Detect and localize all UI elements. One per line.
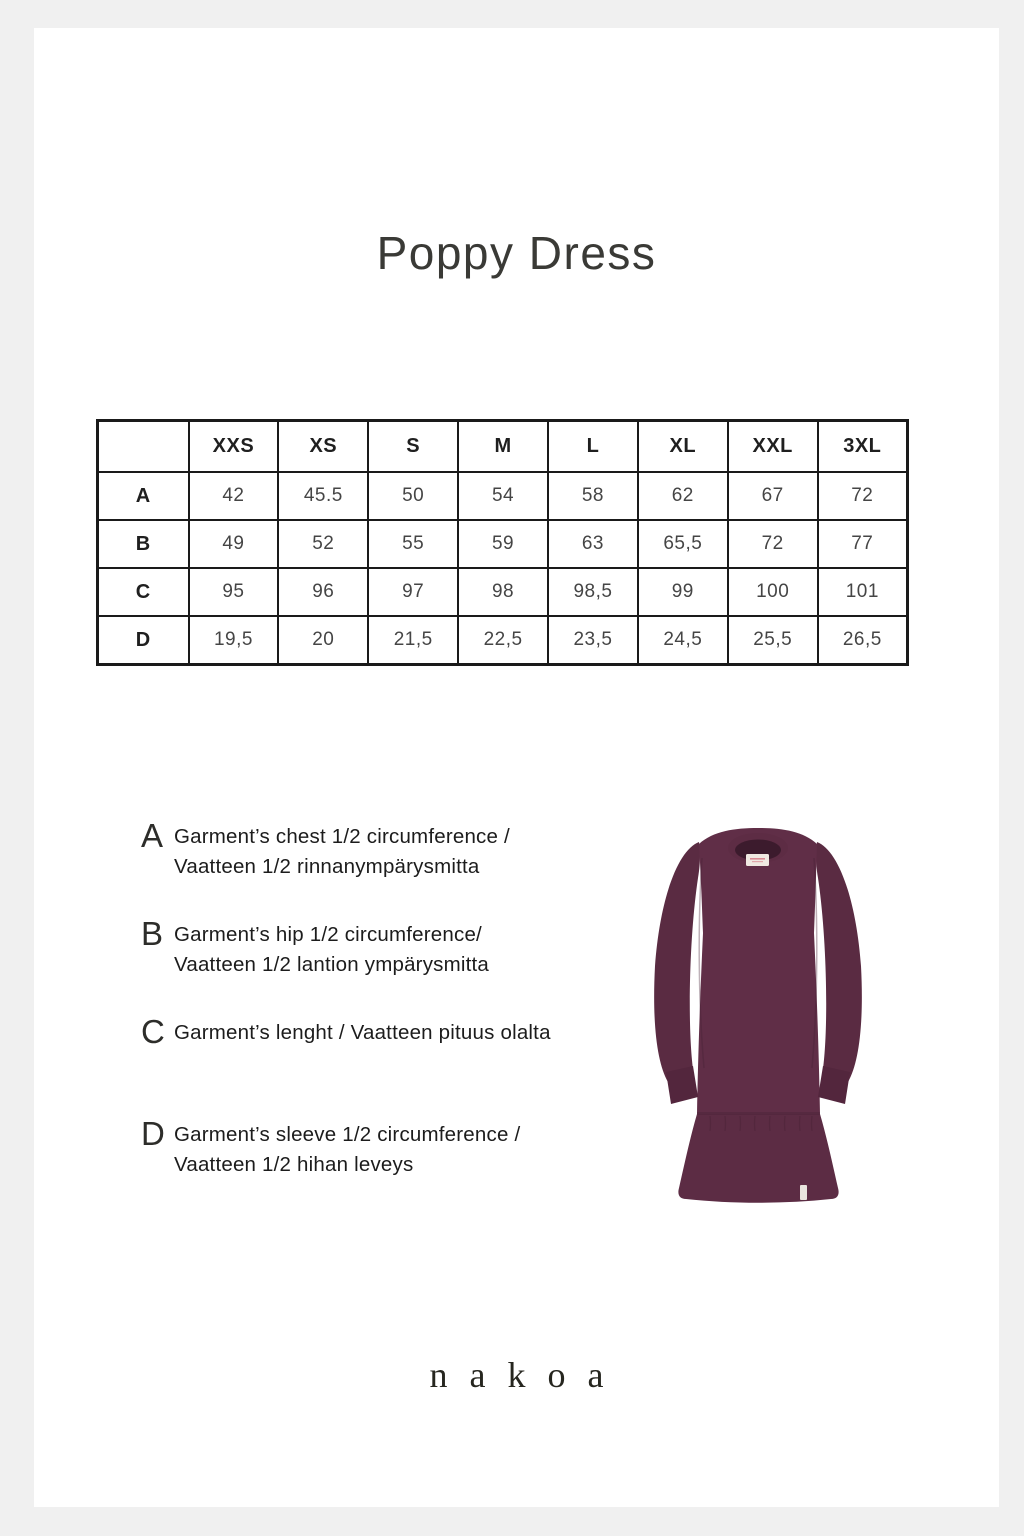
size-cell: 96	[278, 568, 368, 616]
dress-hem-flounce	[678, 1114, 838, 1203]
size-table	[96, 419, 909, 666]
table-row-d	[98, 616, 908, 665]
flounce-seam	[697, 1112, 820, 1115]
hem-tag	[800, 1185, 807, 1200]
table-row-b	[98, 520, 908, 568]
dress-right-sleeve	[816, 842, 862, 1082]
size-cell: 19,5	[189, 616, 279, 665]
size-cell: 72	[818, 472, 908, 520]
size-col-header: S	[368, 421, 458, 473]
size-cell: 45.5	[278, 472, 368, 520]
legend-letter-a: A	[141, 817, 164, 854]
legend-text-d	[174, 1117, 520, 1180]
size-cell: 58	[548, 472, 638, 520]
table-row-a	[98, 472, 908, 520]
product-photo	[640, 818, 880, 1210]
legend-letter-d: D	[141, 1115, 165, 1152]
size-col-header: 3XL	[818, 421, 908, 473]
neck-label-mark	[752, 861, 763, 862]
size-col-header: XXL	[728, 421, 818, 473]
legend-text-c	[174, 1015, 551, 1048]
legend-item-c	[141, 1015, 551, 1049]
legend-line: Garment’s hip 1/2 circumference/	[174, 923, 482, 946]
legend-line: Vaatteen 1/2 hihan leveys	[174, 1153, 414, 1176]
size-cell: 101	[818, 568, 908, 616]
row-label: A	[98, 472, 189, 520]
size-cell: 97	[368, 568, 458, 616]
size-cell: 99	[638, 568, 728, 616]
size-cell: 100	[728, 568, 818, 616]
size-cell: 21,5	[368, 616, 458, 665]
dress-body	[697, 828, 820, 1114]
size-cell: 95	[189, 568, 279, 616]
size-cell: 98,5	[548, 568, 638, 616]
row-label: B	[98, 520, 189, 568]
size-cell: 63	[548, 520, 638, 568]
content-card	[34, 28, 999, 1507]
size-cell: 25,5	[728, 616, 818, 665]
size-cell: 59	[458, 520, 548, 568]
dress-illustration	[640, 818, 880, 1210]
legend-line: Vaatteen 1/2 lantion ympärysmitta	[174, 953, 490, 976]
size-col-header: XL	[638, 421, 728, 473]
legend-item-d	[141, 1117, 520, 1180]
brand-logo: nakoa	[429, 1355, 626, 1395]
legend-line: Garment’s sleeve 1/2 circumference /	[174, 1123, 521, 1146]
size-col-header: XXS	[189, 421, 279, 473]
legend-text-a	[174, 819, 510, 882]
size-cell: 98	[458, 568, 548, 616]
legend-line: Garment’s lenght / Vaatteen pituus olalta	[174, 1021, 551, 1044]
row-label: C	[98, 568, 189, 616]
legend-text-b	[174, 917, 489, 980]
size-cell: 23,5	[548, 616, 638, 665]
legend-item-a	[141, 819, 510, 882]
size-cell: 24,5	[638, 616, 728, 665]
size-cell: 62	[638, 472, 728, 520]
size-cell: 55	[368, 520, 458, 568]
size-col-header: M	[458, 421, 548, 473]
size-cell: 26,5	[818, 616, 908, 665]
neck-label	[746, 854, 769, 866]
size-cell: 67	[728, 472, 818, 520]
size-cell: 49	[189, 520, 279, 568]
page-title: Poppy Dress	[376, 227, 657, 279]
size-col-header: L	[548, 421, 638, 473]
legend-line: Vaatteen 1/2 rinnanympärysmitta	[174, 855, 480, 878]
legend-item-b	[141, 917, 489, 980]
size-cell: 65,5	[638, 520, 728, 568]
size-cell: 50	[368, 472, 458, 520]
dress-right-cuff	[818, 1066, 850, 1104]
size-cell: 72	[728, 520, 818, 568]
dress-left-cuff	[666, 1066, 698, 1104]
size-cell: 77	[818, 520, 908, 568]
legend-letter-c: C	[141, 1013, 165, 1050]
size-cell: 20	[278, 616, 368, 665]
legend-letter-b: B	[141, 915, 164, 952]
size-cell: 54	[458, 472, 548, 520]
corner-cell	[98, 421, 189, 473]
table-row-c	[98, 568, 908, 616]
dress-left-sleeve	[654, 842, 700, 1082]
size-cell: 52	[278, 520, 368, 568]
neck-label-mark	[750, 858, 765, 860]
row-label: D	[98, 616, 189, 665]
legend-line: Garment’s chest 1/2 circumference /	[174, 825, 510, 848]
size-col-header: XS	[278, 421, 368, 473]
size-table-header-row	[98, 421, 908, 473]
size-cell: 22,5	[458, 616, 548, 665]
size-cell: 42	[189, 472, 279, 520]
